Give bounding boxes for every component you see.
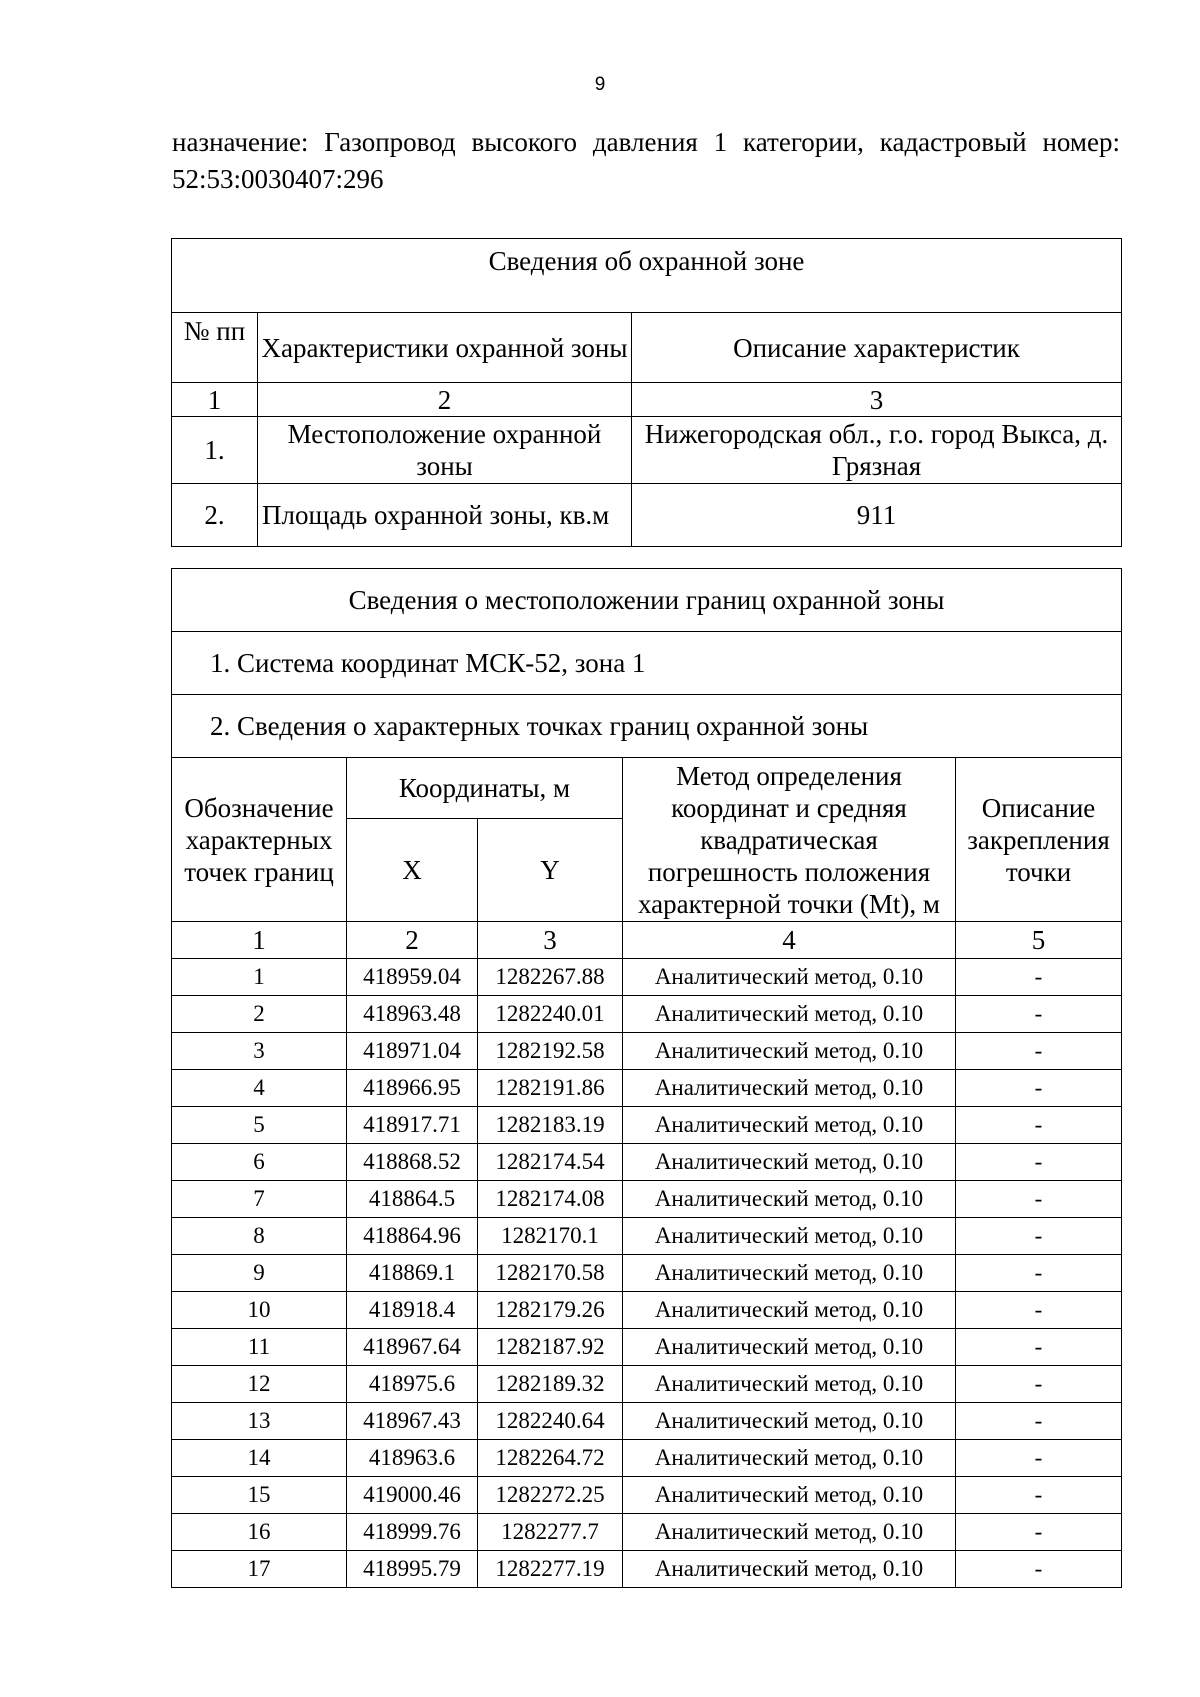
point-id: 17 <box>172 1551 347 1588</box>
point-id: 7 <box>172 1181 347 1218</box>
coord-x: 418995.79 <box>347 1551 478 1588</box>
column-number: 2 <box>347 922 478 959</box>
fixing-description: - <box>956 1440 1122 1477</box>
coord-y: 1282170.58 <box>478 1255 623 1292</box>
point-id: 6 <box>172 1144 347 1181</box>
method: Аналитический метод, 0.10 <box>623 996 956 1033</box>
method: Аналитический метод, 0.10 <box>623 1477 956 1514</box>
coord-x: 418959.04 <box>347 959 478 996</box>
table-row <box>172 1033 1122 1070</box>
method: Аналитический метод, 0.10 <box>623 1255 956 1292</box>
fixing-description: - <box>956 1329 1122 1366</box>
fixing-description: - <box>956 996 1122 1033</box>
zone-table-title: Сведения об охранной зоне <box>172 239 1122 313</box>
method: Аналитический метод, 0.10 <box>623 1440 956 1477</box>
fixing-description: - <box>956 1033 1122 1070</box>
method: Аналитический метод, 0.10 <box>623 1551 956 1588</box>
table-row <box>172 1255 1122 1292</box>
point-id: 3 <box>172 1033 347 1070</box>
coord-y: 1282179.26 <box>478 1292 623 1329</box>
coord-y: 1282170.1 <box>478 1218 623 1255</box>
header-coordinates: Координаты, м <box>347 758 623 819</box>
table-row <box>172 1551 1122 1588</box>
point-id: 2 <box>172 996 347 1033</box>
point-id: 8 <box>172 1218 347 1255</box>
header-x: X <box>347 819 478 922</box>
coord-x: 418999.76 <box>347 1514 478 1551</box>
coord-y: 1282267.88 <box>478 959 623 996</box>
coord-x: 418864.5 <box>347 1181 478 1218</box>
page-number: 9 <box>594 74 606 95</box>
method: Аналитический метод, 0.10 <box>623 1292 956 1329</box>
fixing-description: - <box>956 1070 1122 1107</box>
table-row <box>172 1366 1122 1403</box>
coord-y: 1282191.86 <box>478 1070 623 1107</box>
fixing-description: - <box>956 1181 1122 1218</box>
method: Аналитический метод, 0.10 <box>623 1181 956 1218</box>
fixing-description: - <box>956 1144 1122 1181</box>
coord-y: 1282277.19 <box>478 1551 623 1588</box>
coord-x: 418963.48 <box>347 996 478 1033</box>
coord-x: 418975.6 <box>347 1366 478 1403</box>
method: Аналитический метод, 0.10 <box>623 1033 956 1070</box>
header-y: Y <box>478 819 623 922</box>
fixing-description: - <box>956 1551 1122 1588</box>
table-row <box>172 1403 1122 1440</box>
method: Аналитический метод, 0.10 <box>623 1070 956 1107</box>
point-id: 11 <box>172 1329 347 1366</box>
table-row <box>172 1107 1122 1144</box>
point-id: 15 <box>172 1477 347 1514</box>
coord-y: 1282192.58 <box>478 1033 623 1070</box>
row-number: 2. <box>172 484 258 547</box>
coord-y: 1282264.72 <box>478 1440 623 1477</box>
points-table-title: Сведения о местоположении границ охранной зоны <box>172 569 1122 632</box>
cadastral-number: 52:53:0030407:296 <box>172 164 384 194</box>
column-number: 3 <box>632 383 1122 417</box>
characteristic-value: 911 <box>632 484 1122 547</box>
points-heading: 2. Сведения о характерных точках границ охранной зоны <box>172 695 1122 758</box>
table-row <box>172 996 1122 1033</box>
column-number: 1 <box>172 383 258 417</box>
coord-x: 418868.52 <box>347 1144 478 1181</box>
coord-x: 419000.46 <box>347 1477 478 1514</box>
coord-y: 1282189.32 <box>478 1366 623 1403</box>
fixing-description: - <box>956 1218 1122 1255</box>
point-id: 5 <box>172 1107 347 1144</box>
method: Аналитический метод, 0.10 <box>623 1403 956 1440</box>
column-number: 2 <box>258 383 632 417</box>
boundary-points-table <box>171 568 1122 1588</box>
coord-x: 418967.64 <box>347 1329 478 1366</box>
table-row <box>172 1514 1122 1551</box>
table-row <box>172 1218 1122 1255</box>
point-id: 1 <box>172 959 347 996</box>
coord-x: 418971.04 <box>347 1033 478 1070</box>
method: Аналитический метод, 0.10 <box>623 1218 956 1255</box>
method: Аналитический метод, 0.10 <box>623 959 956 996</box>
point-id: 13 <box>172 1403 347 1440</box>
coord-x: 418966.95 <box>347 1070 478 1107</box>
table-row <box>172 1070 1122 1107</box>
row-number: 1. <box>172 417 258 484</box>
coordinate-system: 1. Система координат МСК-52, зона 1 <box>172 632 1122 695</box>
coord-x: 418918.4 <box>347 1292 478 1329</box>
point-id: 10 <box>172 1292 347 1329</box>
coord-x: 418917.71 <box>347 1107 478 1144</box>
coord-y: 1282187.92 <box>478 1329 623 1366</box>
column-number: 3 <box>478 922 623 959</box>
fixing-description: - <box>956 959 1122 996</box>
coord-y: 1282174.08 <box>478 1181 623 1218</box>
table-row <box>172 1477 1122 1514</box>
fixing-description: - <box>956 1292 1122 1329</box>
coord-x: 418963.6 <box>347 1440 478 1477</box>
coord-x: 418869.1 <box>347 1255 478 1292</box>
coord-y: 1282183.19 <box>478 1107 623 1144</box>
fixing-description: - <box>956 1403 1122 1440</box>
header-designation: Обозначение характерных точек границ <box>172 758 347 922</box>
method: Аналитический метод, 0.10 <box>623 1329 956 1366</box>
method: Аналитический метод, 0.10 <box>623 1144 956 1181</box>
coord-x: 418864.96 <box>347 1218 478 1255</box>
point-id: 16 <box>172 1514 347 1551</box>
method: Аналитический метод, 0.10 <box>623 1366 956 1403</box>
intro-line-1: назначение: Газопровод высокого давления 1 категории, кадастровый номер: <box>172 127 1120 157</box>
fixing-description: - <box>956 1107 1122 1144</box>
table-row <box>172 1292 1122 1329</box>
coord-y: 1282174.54 <box>478 1144 623 1181</box>
header-method: Метод определения координат и средняя квадратическая погрешность положения характерной точки (Mt), м <box>623 758 956 922</box>
fixing-description: - <box>956 1366 1122 1403</box>
characteristic-name: Местоположение охранной зоны <box>258 417 632 484</box>
column-number: 1 <box>172 922 347 959</box>
fixing-description: - <box>956 1514 1122 1551</box>
coord-y: 1282277.7 <box>478 1514 623 1551</box>
point-id: 4 <box>172 1070 347 1107</box>
point-id: 9 <box>172 1255 347 1292</box>
header-num: № пп <box>172 313 258 383</box>
method: Аналитический метод, 0.10 <box>623 1107 956 1144</box>
characteristic-name: Площадь охранной зоны, кв.м <box>258 484 632 547</box>
header-characteristics: Характеристики охранной зоны <box>258 313 632 383</box>
characteristic-value: Нижегородская обл., г.о. город Выкса, д. Грязная <box>632 417 1122 484</box>
table-row <box>172 1329 1122 1366</box>
point-id: 14 <box>172 1440 347 1477</box>
table-row <box>172 959 1122 996</box>
table-row <box>172 1181 1122 1218</box>
point-id: 12 <box>172 1366 347 1403</box>
column-number: 5 <box>956 922 1122 959</box>
table-row <box>172 1144 1122 1181</box>
coord-y: 1282272.25 <box>478 1477 623 1514</box>
header-description: Описание характеристик <box>632 313 1122 383</box>
column-number: 4 <box>623 922 956 959</box>
fixing-description: - <box>956 1255 1122 1292</box>
coord-x: 418967.43 <box>347 1403 478 1440</box>
coord-y: 1282240.64 <box>478 1403 623 1440</box>
header-fixing: Описание закрепления точки <box>956 758 1122 922</box>
method: Аналитический метод, 0.10 <box>623 1514 956 1551</box>
protection-zone-table <box>171 238 1122 547</box>
fixing-description: - <box>956 1477 1122 1514</box>
table-row <box>172 1440 1122 1477</box>
coord-y: 1282240.01 <box>478 996 623 1033</box>
intro-paragraph <box>172 124 1120 198</box>
